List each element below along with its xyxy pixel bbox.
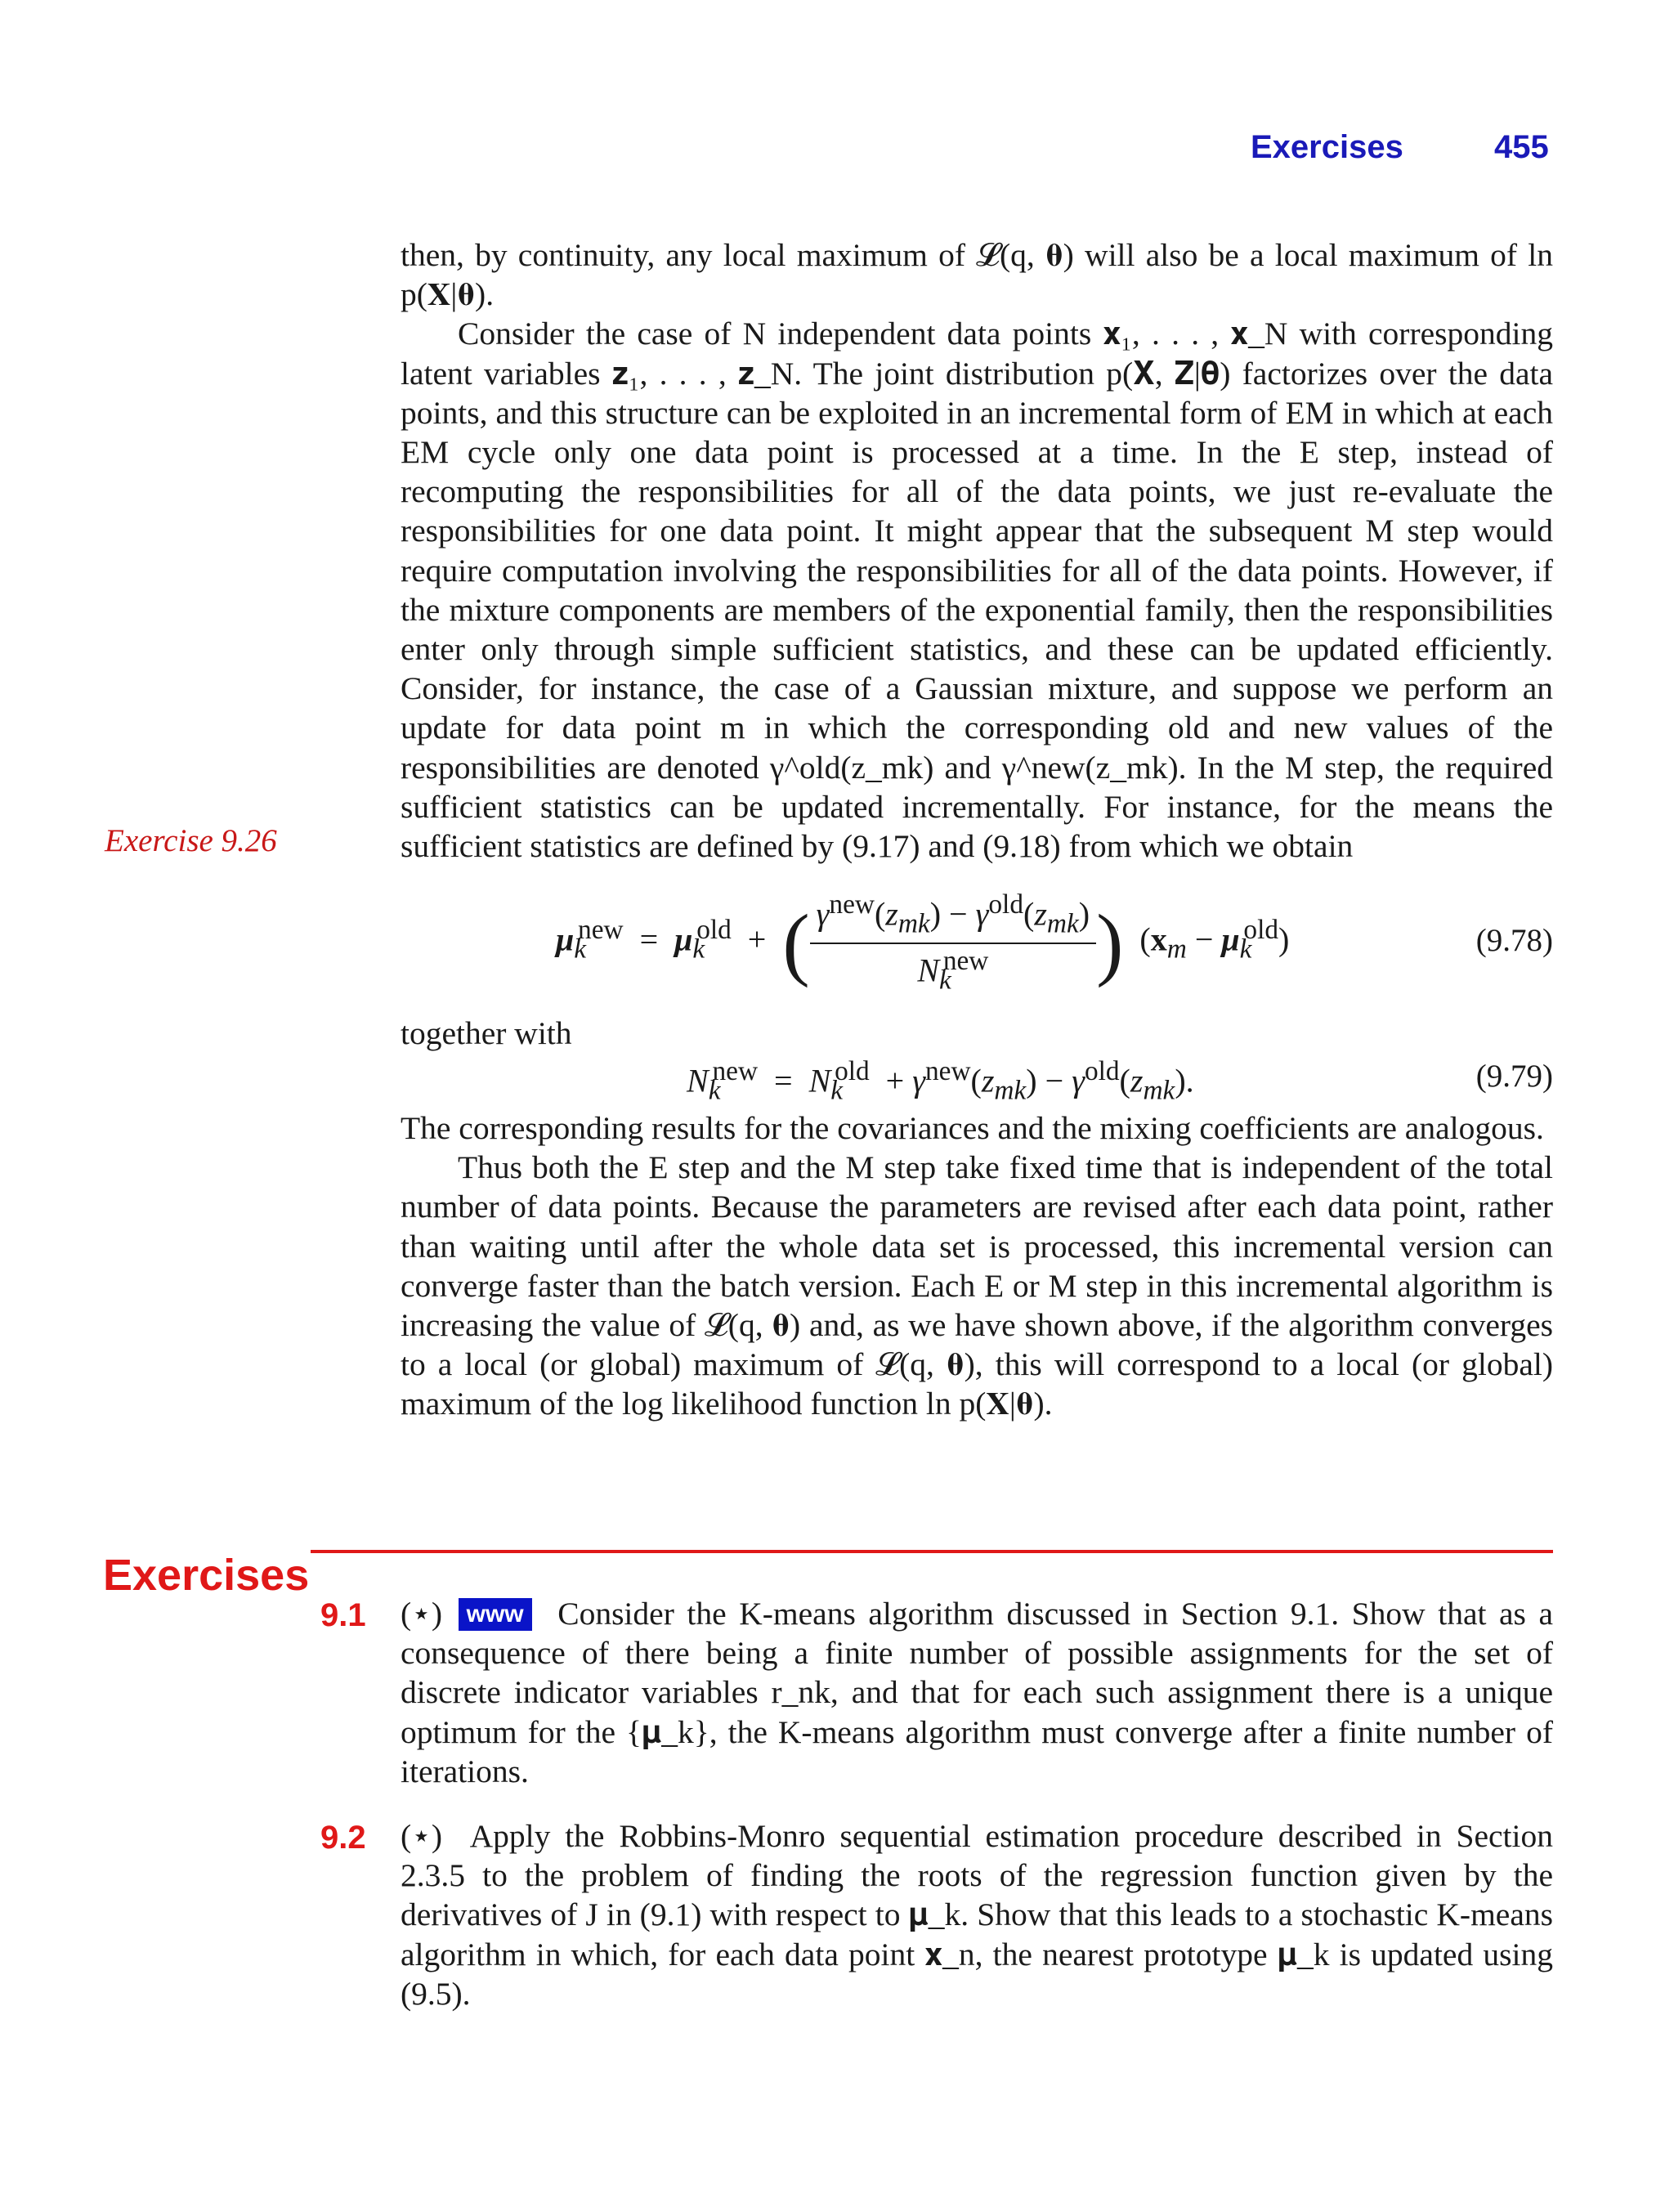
equation-9-78: $\mu_k^{new} = \mu_k^{old}$ + ( $\frac{\gamma^{new}(z_{mk}) - \gamma^{old}(z_{mk})}{N_k^{new}}$ ) $(x_m - \mu_k^{old})$: [556, 889, 1290, 996]
difficulty-star-icon: (⋆): [401, 1596, 443, 1632]
equation-number-9-79: (9.79): [1475, 1059, 1553, 1094]
paragraph-covariances: The corresponding results for the covariances and the mixing coefficients are analogous.: [401, 1110, 1544, 1146]
difficulty-star-icon: (⋆): [401, 1818, 443, 1854]
www-badge[interactable]: www: [459, 1598, 532, 1631]
body-text-block-1: [401, 235, 1553, 866]
exercise-text: Apply the Robbins-Monro sequential estimation procedure described in Section 2.3.5 to the problem of finding the roots of the regression function given by the derivatives of J in (9.1) with respect to 𝛍_k. Show that this leads to a stochastic K-means algorithm in which, for each data point 𝐱_n, the nearest prototype 𝛍_k is updated using (9.5).: [401, 1818, 1553, 2012]
equation-number-9-78: (9.78): [1475, 923, 1553, 958]
equation-9-79: $N_k^{new} = N_k^{old} + \gamma^{new}(z_{mk}) - \gamma^{old}(z_{mk})$.: [687, 1056, 1194, 1106]
section-title-exercises: Exercises: [103, 1551, 310, 1600]
body-text-block-2: [401, 1108, 1553, 1424]
page-number: 455: [1494, 129, 1549, 165]
text-together-with: together with: [401, 1015, 572, 1051]
exercise-number-9-2: 9.2: [320, 1820, 366, 1856]
margin-note-exercise-ref: Exercise 9.26: [105, 823, 277, 858]
paragraph-fixed-time: Thus both the E step and the M step take fixed time that is independent of the total number of data points. Because the parameters are revised after each data point, rather than waiting until after the whole data set is processed, this incremental version can converge faster than the batch version. Each E or M step in this incremental algorithm is increasing the value of 𝓛(q, 𝛉) and, as we have shown above, if the algorithm converges to a local (or global) maximum of 𝓛(q, 𝛉), this will correspond to a local (or global) maximum of the log likelihood function ln p(𝐗|𝛉).: [401, 1149, 1553, 1422]
paragraph-continuity: then, by continuity, any local maximum of 𝓛(q, 𝛉) will also be a local maximum of ln p(𝐗|𝛉).: [401, 237, 1553, 313]
running-header-title: Exercises: [1251, 129, 1403, 165]
exercise-text: Consider the K-means algorithm discussed in Section 9.1. Show that as a consequence of there being a finite number of possible assignments for the set of discrete indicator variables r_nk, and that for each such assignment there is a unique optimum for the {𝛍_k}, the K-means algorithm must converge after a finite number of iterations.: [401, 1596, 1554, 1789]
exercise-9-2: [401, 1816, 1553, 2013]
paragraph-incremental-em: Consider the case of N independent data points 𝐱₁, . . . , 𝐱_N with corresponding latent variables 𝐳₁, . . . , 𝐳_N. The joint distribution p(𝐗, 𝐙|𝛉) factorizes over the data points, and this structure can be exploited in an incremental form of EM in which at each EM cycle only one data point is processed at a time. In the E step, instead of recomputing the responsibilities for all of the data points, we just re-evaluate the responsibilities for one data point. It might appear that the subsequent M step would require computation involving the responsibilities for all of the data points. However, if the mixture components are members of the exponential family, then the responsibilities enter only through simple sufficient statistics, and these can be updated efficiently. Consider, for instance, the case of a Gaussian mixture, and suppose we perform an update for data point m in which the corresponding old and new values of the responsibilities are denoted γ^old(z_mk) and γ^new(z_mk). In the M step, the required sufficient statistics can be updated incrementally. For instance, for the means the sufficient statistics are defined by (9.17) and (9.18) from which we obtain: [401, 316, 1553, 865]
section-rule: [311, 1550, 1553, 1553]
exercise-9-1: [401, 1594, 1553, 1791]
exercise-number-9-1: 9.1: [320, 1597, 366, 1633]
